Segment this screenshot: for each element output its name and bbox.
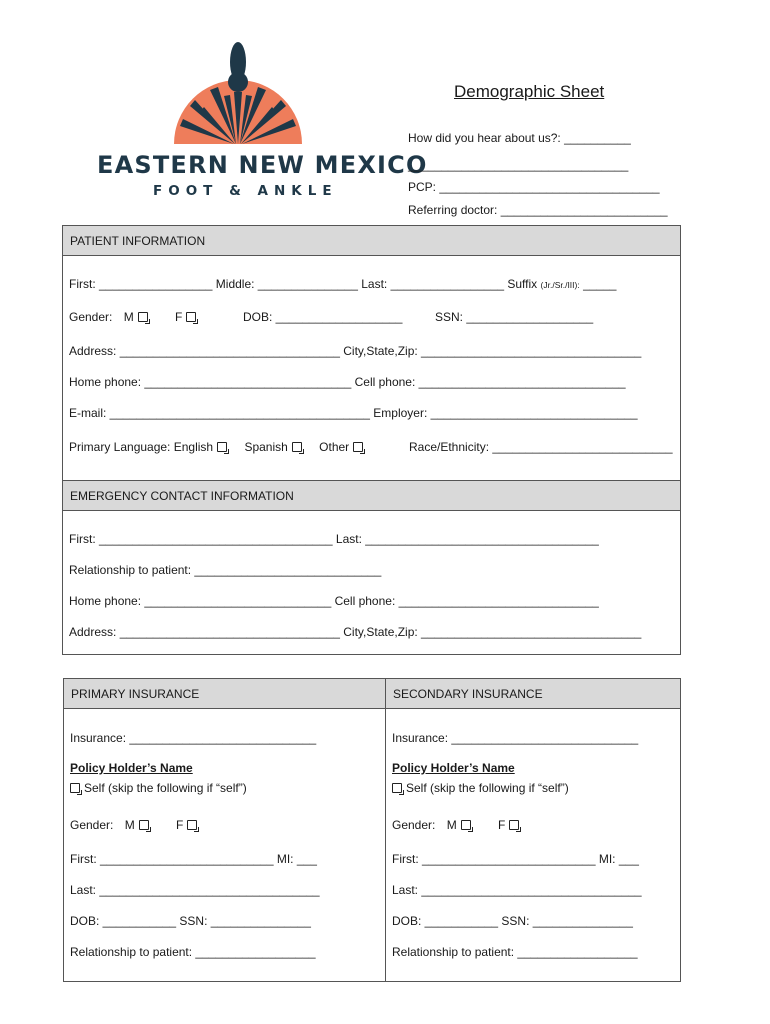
phone-row[interactable]: Home phone: _______________________________ Cell phone: _______________________________ xyxy=(69,375,626,389)
primary-gender-label: Gender: xyxy=(70,818,114,832)
emergency-name-row[interactable]: First: ___________________________________ Last: ___________________________________ xyxy=(69,532,599,546)
gender-m-checkbox[interactable] xyxy=(138,312,148,322)
secondary-gender-m-checkbox[interactable] xyxy=(461,820,471,830)
primary-last-field[interactable]: Last: _________________________________ xyxy=(70,883,320,897)
primary-insurance-header: PRIMARY INSURANCE xyxy=(64,679,385,709)
primary-self-row xyxy=(70,781,247,795)
primary-self-checkbox[interactable] xyxy=(70,783,80,793)
secondary-last-field[interactable]: Last: _________________________________ xyxy=(392,883,642,897)
primary-gender-m-label: M xyxy=(124,818,135,832)
secondary-gender-f-checkbox[interactable] xyxy=(509,820,519,830)
secondary-dob-ssn-field[interactable]: DOB: ___________ SSN: _______________ xyxy=(392,914,633,928)
primary-gender-f-checkbox[interactable] xyxy=(187,820,197,830)
emergency-phone-row[interactable]: Home phone: ____________________________ Cell phone: ______________________________ xyxy=(69,594,599,608)
page-title: Demographic Sheet xyxy=(454,82,605,101)
logo-line-2: FOOT & ANKLE xyxy=(153,183,338,199)
secondary-gender-label: Gender: xyxy=(392,818,436,832)
primary-policy-holder-heading: Policy Holder’s Name xyxy=(70,761,193,775)
emergency-relationship-field[interactable]: Relationship to patient: ____________________________ xyxy=(69,563,382,577)
secondary-gender-row xyxy=(392,818,519,832)
gender-f-checkbox[interactable] xyxy=(186,312,196,322)
secondary-relationship-field[interactable]: Relationship to patient: __________________ xyxy=(392,945,638,959)
secondary-gender-f-label: F xyxy=(498,818,506,832)
logo-line-1: EASTERN NEW MEXICO xyxy=(97,151,428,179)
gender-f-label: F xyxy=(175,310,183,324)
primary-relationship-field[interactable]: Relationship to patient: __________________ xyxy=(70,945,316,959)
secondary-self-label: Self (skip the following if “self”) xyxy=(406,781,569,795)
pcp-field[interactable]: PCP: _________________________________ xyxy=(408,180,660,194)
secondary-self-checkbox[interactable] xyxy=(392,783,402,793)
patient-name-fields[interactable]: First: _________________ Middle: _______________ Last: _________________ Suffix xyxy=(69,277,538,291)
primary-gender-m-checkbox[interactable] xyxy=(139,820,149,830)
primary-insurance-field[interactable]: Insurance: ____________________________ xyxy=(70,731,317,745)
ssn-field[interactable]: SSN: ___________________ xyxy=(435,310,594,324)
secondary-policy-holder-heading: Policy Holder’s Name xyxy=(392,761,515,775)
emergency-section-header: EMERGENCY CONTACT INFORMATION xyxy=(63,481,680,511)
address-row[interactable]: Address: _________________________________ City,State,Zip: _________________________________ xyxy=(69,344,642,358)
agave-plant-sun-icon xyxy=(170,40,306,146)
hear-about-field-cont[interactable]: _________________________________ xyxy=(408,158,629,172)
secondary-insurance-header: SECONDARY INSURANCE xyxy=(386,679,680,709)
spanish-label: Spanish xyxy=(244,440,288,454)
patient-section-header: PATIENT INFORMATION xyxy=(63,226,680,256)
secondary-self-row xyxy=(392,781,569,795)
primary-dob-ssn-field[interactable]: DOB: ___________ SSN: _______________ xyxy=(70,914,311,928)
secondary-first-mi-field[interactable]: First: __________________________ MI: ___ xyxy=(392,852,639,866)
hear-about-field[interactable]: How did you hear about us?: __________ xyxy=(408,131,631,145)
other-label: Other xyxy=(319,440,350,454)
gender-m-label: M xyxy=(123,310,134,324)
patient-gender-row xyxy=(69,310,196,324)
insurance-divider xyxy=(385,678,386,982)
race-field[interactable]: Race/Ethnicity: ___________________________ xyxy=(409,440,673,454)
email-employer-row[interactable]: E-mail: _______________________________________ Employer: _______________________________ xyxy=(69,406,638,420)
primary-gender-row xyxy=(70,818,197,832)
gender-label: Gender: xyxy=(69,310,113,324)
language-row xyxy=(69,440,363,454)
other-checkbox[interactable] xyxy=(353,442,363,452)
secondary-gender-m-label: M xyxy=(446,818,457,832)
patient-name-row[interactable] xyxy=(69,277,616,291)
emergency-address-row[interactable]: Address: _________________________________ City,State,Zip: _________________________________ xyxy=(69,625,642,639)
primary-self-label: Self (skip the following if “self”) xyxy=(84,781,247,795)
english-checkbox[interactable] xyxy=(217,442,227,452)
suffix-field[interactable]: _____ xyxy=(583,277,617,291)
suffix-hint: (Jr./Sr./III): xyxy=(540,280,580,290)
language-label: Primary Language: English xyxy=(69,440,214,454)
spanish-checkbox[interactable] xyxy=(292,442,302,452)
referring-doctor-field[interactable]: Referring doctor: _________________________ xyxy=(408,203,668,217)
secondary-insurance-field[interactable]: Insurance: ____________________________ xyxy=(392,731,639,745)
primary-gender-f-label: F xyxy=(176,818,184,832)
primary-first-mi-field[interactable]: First: __________________________ MI: ___ xyxy=(70,852,317,866)
dob-field[interactable]: DOB: ___________________ xyxy=(243,310,403,324)
